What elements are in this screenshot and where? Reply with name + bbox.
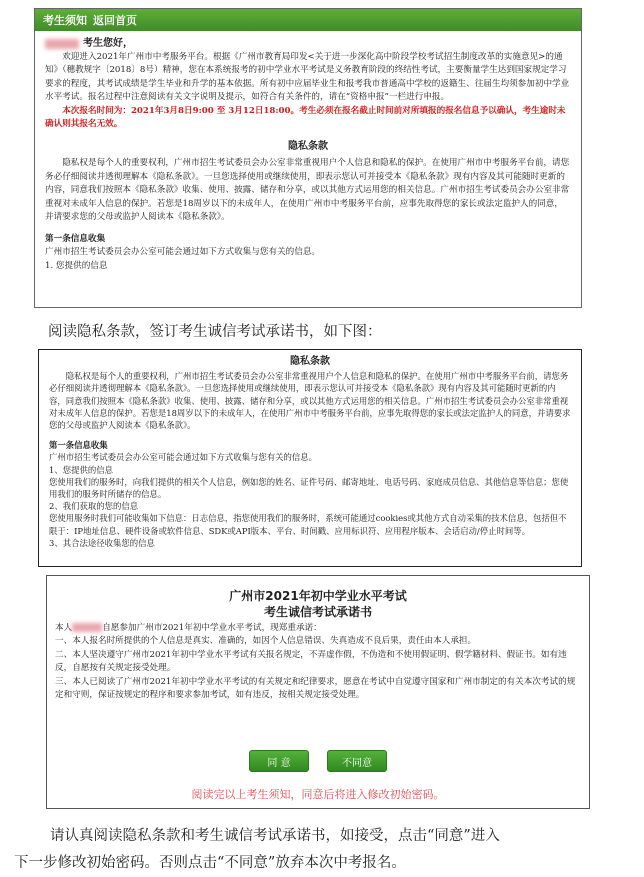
notice-body (35, 31, 581, 279)
instruction-paragraph (14, 823, 634, 877)
disagree-button[interactable]: 不同意 (327, 750, 387, 772)
item3-title: 3、其合法途径收集您的信息 (49, 537, 155, 548)
privacy-paragraph: 隐私权是每个人的重要权利，广州市招生考试委员会办公室非常重视用户个人信息和隐私的保护。在使用广州市中考服务平台前，请您务必仔细阅读并透彻理解本《隐私条款》。一旦您选择使用或继续使用，即表示您认可并接受本《隐私条款》现有内容及其可能随时更新的内容，同意我们按照本《隐私条款》收集、使用、披露、储存和分享，或以其他方式运用您的相关信息。广州市招生考试委员会办公室非常重视对未成年人信息的保护。若您是18周岁以下的未成年人，在使用广州市中考服务平台前，应事先取得您的家长或法定监护人的同意，并请要求您的父母或监护人阅读本《隐私条款》。 (49, 371, 571, 431)
intro-paragraph: 欢迎进入2021年广州市中考服务平台。根据《广州市教育局印发<关于进一步深化高中阶段学校考试招生制度改革的实施意见>的通知》（穗教规字〔2018〕8号）精神，您在本系统报考的初中学业水平考试是义务教育阶段的终结性考试，主要衡量学生达到国家规定学习要求的程度，其考试成绩是学生毕业和升学的基本依据。所有初中应届毕业生和报考我市普通高中学校的返籍生、往届生均须参加初中学业水平考试。报名过程中注意阅读有关文字说明及提示，如符合有关条件的，请在“资格申报”一栏进行申报。 (45, 51, 570, 102)
item1-title: 1、您提供的信息 (49, 464, 113, 475)
screenshot-privacy-terms (38, 349, 582, 567)
pledge-suffix: 自愿参加广州市2021年初中学业水平考试，现郑重承诺： (102, 623, 322, 633)
privacy-paragraph: 隐私权是每个人的重要权利，广州市招生考试委员会办公室非常重视用户个人信息和隐私的保护。在使用广州市中考服务平台前，请您务必仔细阅读并透彻理解本《隐私条款》。一旦您选择使用或继续使用，即表示您认可并接受本《隐私条款》现有内容及其可能随时更新的内容，同意我们按照本《隐私条款》收集、使用、披露、储存和分享，或以其他方式运用您的相关信息。广州市招生考试委员会办公室非常重视对未成年人信息的保护。若您是18周岁以下的未成年人，在使用广州市中考服务平台前，应事先取得您的家长或法定监护人的同意，并请要求您的父母或监护人阅读本《隐私条款》。 (45, 158, 570, 222)
privacy-body (39, 350, 581, 553)
caption-read-privacy: 阅读隐私条款，签订考生诚信考试承诺书，如下图： (48, 324, 382, 340)
pledge-prefix: 本人 (55, 623, 73, 633)
item1-text: 您使用我们的服务时，向我们提供的相关个人信息，例如您的姓名、证件号码、邮寄地址、电话号码、家庭成员信息、其他信息等信息；您使用我们的服务时所储存的信息。 (49, 476, 569, 500)
pledge-intro-line (55, 622, 581, 635)
registration-time-notice: 本次报名时间为：2021年3月8日9:00 至 3月12日18:00。考生必须在报名截止时间前对所填报的报名信息予以确认，考生逾时未确认则其报名无效。 (45, 105, 566, 129)
greeting (45, 37, 571, 51)
redacted-name (72, 623, 102, 632)
section1-item1: 1. 您提供的信息 (45, 260, 108, 271)
pledge-body (47, 622, 589, 702)
screenshot-notice-page (34, 8, 582, 308)
password-change-notice: 阅读完以上考生须知，同意后将进入修改初始密码。 (191, 788, 445, 801)
back-home-link[interactable]: 返回首页 (93, 14, 137, 27)
section1-text: 广州市招生考试委员会办公室可能会通过如下方式收集与您有关的信息。 (49, 452, 317, 463)
screenshot-integrity-pledge (46, 575, 590, 809)
item2-text: 您使用服务时我们可能收集如下信息：日志信息，指您使用我们的服务时，系统可能通过cookies或其他方式自动采集的技术信息，包括但不限于：IP地址信息、硬件设备或软件信息、SDK或API版本、平台、时间戳、应用标识符、应用程序版本、会话启动/停止时间等。 (49, 513, 567, 536)
instruction-line1: 请认真阅读隐私条款和考生诚信考试承诺书，如接受，点击“同意”进入 (50, 828, 500, 844)
pledge-buttons (47, 750, 589, 772)
agree-button[interactable]: 同 意 (249, 750, 309, 772)
redacted-name (45, 39, 79, 49)
pledge-item2: 二、本人坚决遵守广州市2021年初中学业水平考试有关报名规定，不弄虚作假，不伪造和不使用假证明、假学籍材料、假证书。如有违反，自愿按有关规定接受处理。 (55, 649, 567, 674)
greeting-text: 考生您好， (83, 38, 133, 49)
item2-title: 2、我们获取的您的信息 (49, 501, 139, 512)
top-nav-bar (35, 9, 581, 31)
privacy-title: 隐私条款 (288, 140, 328, 152)
pledge-title: 广州市2021年初中学业水平考试 (229, 589, 407, 603)
section1-title: 第一条信息收集 (49, 440, 108, 451)
nav-title: 考生须知 (43, 14, 87, 27)
pledge-item1: 一、本人报名时所提供的个人信息是真实、准确的，如因个人信息错误、失真造成不良后果，责任由本人承担。 (55, 636, 477, 647)
privacy-title: 隐私条款 (290, 356, 330, 367)
section1-title: 第一条信息收集 (45, 233, 106, 244)
pledge-item3: 三、本人已阅读了广州市2021年初中学业水平考试的有关规定和纪律要求，愿意在考试中自觉遵守国家和广州市制定的有关本次考试的规定和守则，保证按规定的程序和要求参加考试，如有违反，按相关规定接受处理。 (55, 676, 576, 701)
instruction-line2: 下一步修改初始密码。否则点击“不同意”放弃本次中考报名。 (14, 855, 406, 871)
pledge-subtitle: 考生诚信考试承诺书 (263, 605, 372, 619)
section1-text: 广州市招生考试委员会办公室可能会通过如下方式收集与您有关的信息。 (45, 247, 321, 257)
